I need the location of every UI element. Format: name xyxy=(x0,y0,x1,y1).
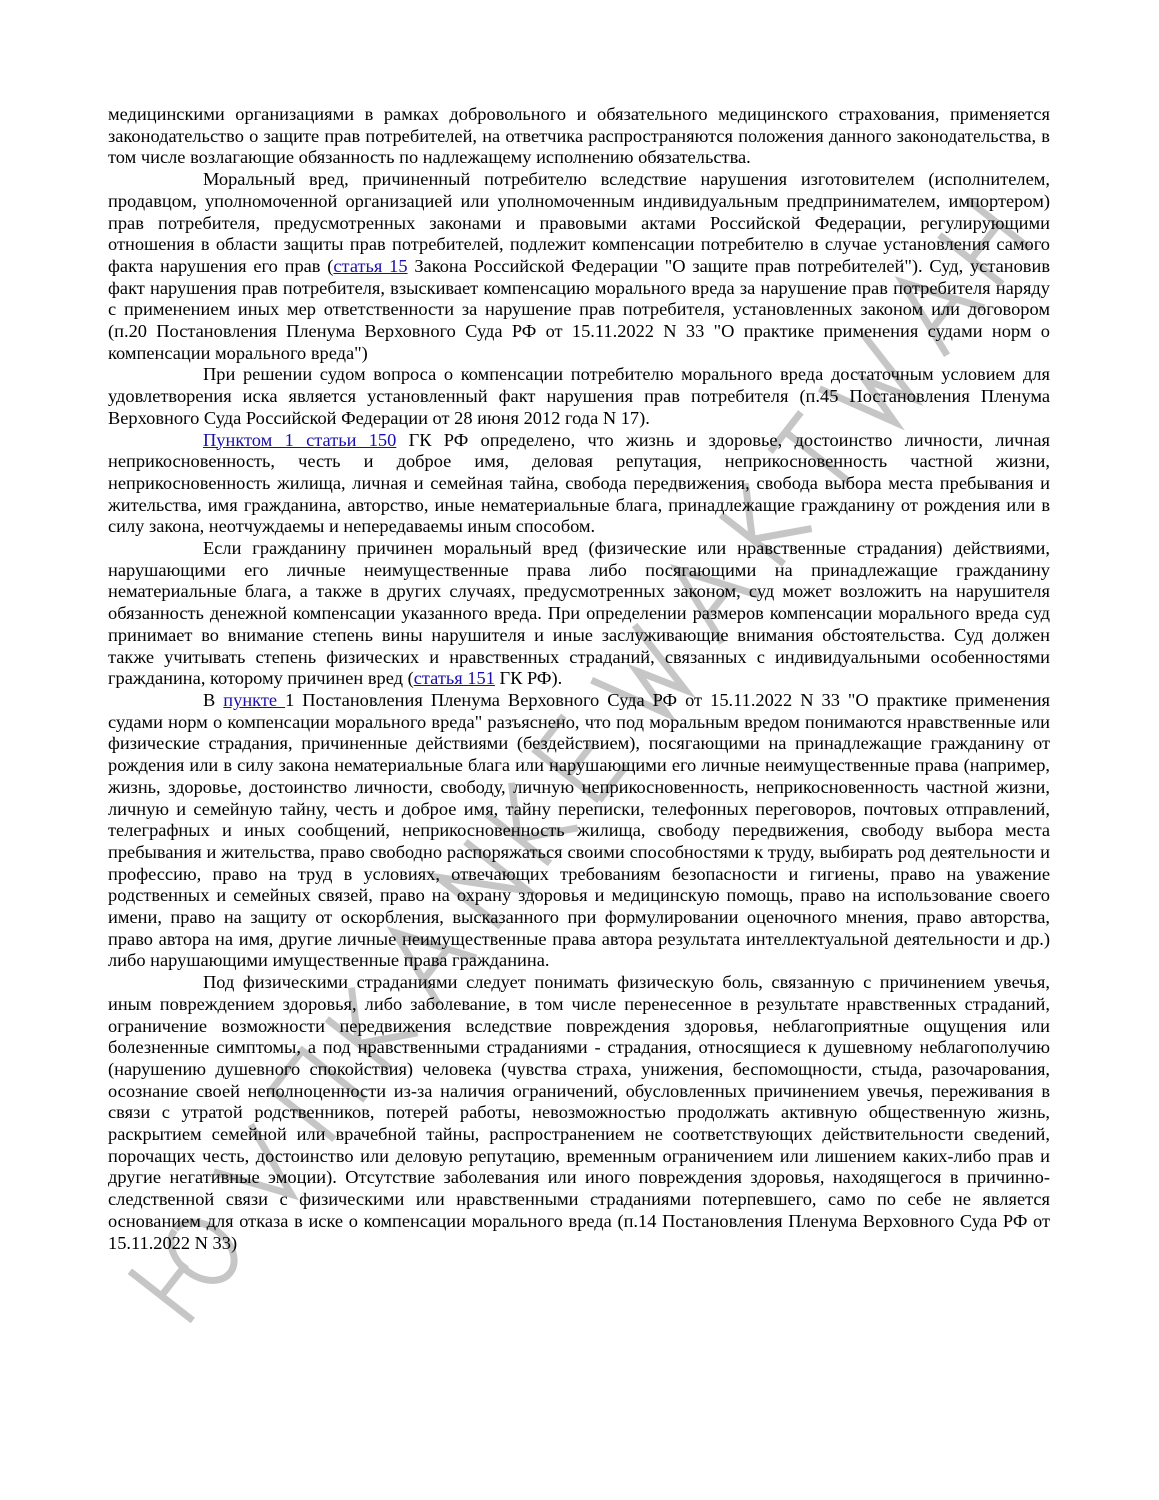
paragraph-5-text-end: ГК РФ). xyxy=(494,668,563,689)
link-article-15[interactable]: статья 15 xyxy=(333,255,408,276)
paragraph-2-text-end: Закона Российской Федерации "О защите прав потребителей"). Суд, установив факт нарушения прав потребителя, взыскивает компенсацию морального вреда за нарушение прав потребителя наряду с применением иных мер ответственности за нарушение прав потребителя, установленных законом или договором (п.20 Постановления Пленума Верховного Суда РФ от 15.11.2022 N 33 "О практике применения судами норм о компенсации морального вреда") xyxy=(108,255,1051,363)
paragraph-4 xyxy=(108,430,1050,539)
paragraph-5 xyxy=(108,538,1050,690)
paragraph-5-text-start: Если гражданину причинен моральный вред (физические или нравственные страдания) действиями, нарушающими его личные неимущественные права либо посягающими на принадлежащие гражданину нематериальные блага, а также в других случаях, предусмотренных законом, суд может возложить на нарушителя обязанность денежной компенсации указанного вреда. При определении размеров компенсации морального вреда суд принимает во внимание степень вины нарушителя и иные заслуживающие внимания обстоятельства. Суд должен также учитывать степень физических и нравственных страданий, связанных с индивидуальными особенностями гражданина, которому причинен вред ( xyxy=(108,538,1050,689)
link-article-151[interactable]: статья 151 xyxy=(413,668,495,689)
link-article-150[interactable]: Пунктом 1 статьи 150 xyxy=(203,429,397,450)
paragraph-7: Под физическими страданиями следует понимать физическую боль, связанную с причинением увечья, иным повреждением здоровья, либо заболевание, в том числе перенесенное в результате нравственных страданий, ограничение возможности передвижения вследствие повреждения здоровья, неблагоприятные ощущения или болезненные симптомы, а под нравственными страданиями - страдания, относящиеся к душевному неблагополучию (нарушению душевного спокойствия) человека (чувства страха, унижения, беспомощности, стыда, разочарования, осознание своей неполноценности из-за наличия ограничений, обусловленных причинением увечья, переживания в связи с утратой родственников, потерей работы, невозможностью продолжать активную общественную жизнь, раскрытием семейной или врачебной тайны, распространением не соответствующих действительности сведений, порочащих честь, достоинство или деловую репутацию, временным ограничением или лишением каких-либо прав и другие негативные эмоции). Отсутствие заболевания или иного повреждения здоровья, находящегося в причинно-следственной связи с физическими или нравственными страданиями потерпевшего, само по себе не является основанием для отказа в иске о компенсации морального вреда (п.14 Постановления Пленума Верховного Суда РФ от 15.11.2022 N 33) xyxy=(108,972,1050,1253)
paragraph-6 xyxy=(108,690,1050,972)
paragraph-6-text-start: В xyxy=(203,689,224,710)
document-page xyxy=(108,104,1050,1254)
paragraph-3: При решении судом вопроса о компенсации потребителю морального вреда достаточным условием для удовлетворения иска является установленный факт нарушения прав потребителя (п.45 Постановления Пленума Верховного Суда Российской Федерации от 28 июня 2012 года N 17). xyxy=(108,364,1050,428)
paragraph-1: медицинскими организациями в рамках добровольного и обязательного медицинского страхования, применяется законодательство о защите прав потребителей, на ответчика распространяются положения данного законодательства, в том числе возлагающие обязанность по надлежащему исполнению обязательства. xyxy=(108,104,1050,168)
paragraph-6-text-end: 1 Постановления Пленума Верховного Суда РФ от 15.11.2022 N 33 "О практике применения судами норм о компенсации морального вреда" разъяснено, что под моральным вредом понимаются нравственные или физические страдания, причиненные действиями (бездействием), посягающими на принадлежащие гражданину от рождения или в силу закона нематериальные блага или нарушающими его личные неимущественные права (например, жизнь, здоровье, достоинство личности, свободу, личную неприкосновенность, неприкосновенность частной жизни, личную и семейную тайну, честь и доброе имя, тайну переписки, телефонных переговоров, почтовых отправлений, телеграфных и иных сообщений, неприкосновенность жилища, свободу передвижения, свободу выбора места пребывания и жительства, право свободно распоряжаться своими способностями к труду, выбирать род деятельности и профессию, право на труд в условиях, отвечающих требованиям безопасности и гигиены, право на уважение родственных и семейных связей, право на охрану здоровья и медицинскую помощь, право на использование своего имени, право на защиту от оскорбления, высказанного при формулировании оценочного мнения, право авторства, право автора на имя, другие личные неимущественные права автора результата интеллектуальной деятельности и др.) либо нарушающими имущественные права гражданина. xyxy=(108,689,1050,971)
paragraph-2 xyxy=(108,169,1050,364)
paragraph-2-text-start: Моральный вред, причиненный потребителю вследствие нарушения изготовителем (исполнителем, продавцом, уполномоченной организацией или уполномоченным индивидуальным предпринимателем, импортером) прав потребителя, предусмотренных законами и правовыми актами Российской Федерации, регулирующими отношения в области защиты прав потребителей, подлежит компенсации потребителю в случае установления самого факта нарушения его прав ( xyxy=(108,169,1050,276)
paragraph-4-text: ГК РФ определено, что жизнь и здоровье, достоинство личности, личная неприкосновенность, честь и доброе имя, деловая репутация, неприкосновенность частной жизни, неприкосновенность жилища, личная и семейная тайна, свобода передвижения, свобода выбора места пребывания и жительства, имя гражданина, авторство, иные нематериальные блага, принадлежащие гражданину от рождения или в силу закона, неотчуждаемы и непередаваемы иным способом. xyxy=(108,429,1050,537)
link-punkt[interactable]: пункте xyxy=(223,689,286,710)
